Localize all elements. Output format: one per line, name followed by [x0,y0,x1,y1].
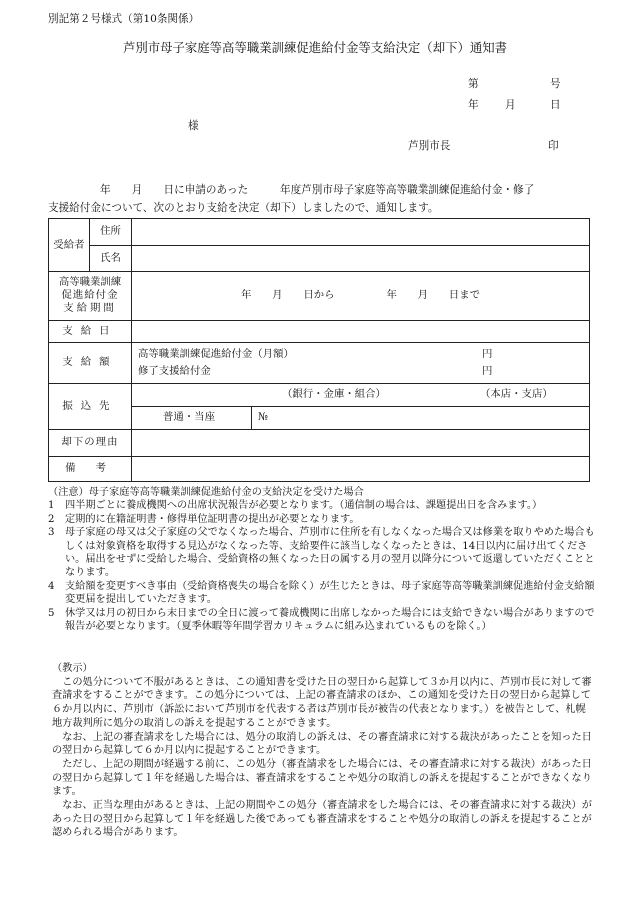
note-number: 4 [48,580,55,592]
notes-heading: （注意）母子家庭等高等職業訓練促進給付金の支給決定を受けた場合 [48,487,364,498]
date-day: 日 [550,99,561,111]
name-field[interactable] [132,245,590,272]
date-year: 年 [468,99,479,111]
remarks-field[interactable] [132,456,590,481]
payment-period-label [49,272,132,321]
address-field[interactable] [132,219,590,246]
address-label: 住所 [90,219,132,246]
amount-row-monthly [132,346,589,363]
account-number-field[interactable] [252,406,590,429]
transfer-label: 振込先 [49,383,132,429]
appeal-paragraph: なお、正当な理由があるときは、上記の期間やこの処分（審査請求をした場合には、その審査請求に対する裁決）があった日の翌日から起算して１年を経過した後であっても審査請求をすることや処分の取消しの訴えを提起することが認められる場合があります。 [52,800,592,839]
form-number: 別記第２号様式（第10条関係） [48,13,200,25]
payment-period-label-1: 高等職業訓練 [58,276,122,289]
reject-reason-field[interactable] [132,430,590,457]
appeal-instructions [52,662,592,840]
number-prefix: 第 [468,78,479,90]
account-type-field[interactable] [132,406,252,429]
note-text: 母子家庭の母又は父子家庭の父でなくなった場合、芦別市に住所を有しなくなった場合又は修業を取りやめた場合もしくは対象資格を取得する見込がなくなった等、支給要件に該当しなくなったときは、14日以内に届け出てください。届出をせずに受給した場合、受給資格の無くなった日の属する月の翌月以降分について返還していただくこととなります。 [65,527,595,579]
note-number: 1 [48,500,55,512]
intro-line-2: 支援給付金について、次のとおり支給を決定（却下）しましたので、通知します。 [48,202,439,214]
amount-item-monthly: 高等職業訓練促進給付金（月額） [138,347,294,360]
yen-unit: 円 [482,347,493,360]
payment-amount-field[interactable] [132,342,590,383]
intro-line-1: 年 月 日に申請のあった 年度芦別市母子家庭等高等職業訓練促進給付金・修了 [100,184,535,196]
note-number: 5 [48,607,55,619]
payment-date-label: 支給日 [49,320,132,342]
notes-section [48,486,596,633]
bank-field[interactable] [132,383,590,406]
document-title: 芦別市母子家庭等高等職業訓練促進給付金等支給決定（却下）通知書 [122,40,508,55]
number-suffix: 号 [550,78,561,90]
name-label: 氏名 [90,245,132,272]
amount-row-completion [132,363,589,380]
seal-mark: 印 [548,140,559,152]
note-text: 定期的に在籍証明書・修得単位証明書の提出が必要となります。 [65,513,360,525]
payment-period-label-2: 促進給付金 [61,289,119,302]
note-item [48,526,596,580]
payment-period-label-3: 支給期間 [63,302,117,315]
note-text: 四半期ごとに養成機関への出席状況報告が必要となります。（通信制の場合は、課題提出日を含みます。） [65,500,543,512]
payment-amount-label: 支給額 [49,342,132,383]
appeal-heading: （教示） [52,663,93,674]
payment-period-value[interactable]: 年 月 日から 年 月 日まで [132,272,590,321]
yen-unit: 円 [482,364,493,377]
note-text: 支給額を変更すべき事由（受給資格喪失の場合を除く）が生じたときは、母子家庭等高等職業訓練促進給付金支給額変更届を提出していただきます。 [65,580,595,606]
note-number: 3 [48,527,55,539]
note-number: 2 [48,513,55,525]
bank-types: （銀行・金庫・組合） [282,387,386,400]
note-item [48,499,596,512]
appeal-paragraph: この処分について不服があるときは、この通知書を受けた日の翌日から起算して３か月以内に、芦別市長に対して審査請求をすることができます。この処分については、上記の審査請求のほか、この通知を受けた日の翌日から起算して６か月以内に、芦別市（訴訟において芦別市を代表する者は芦別市長が被告の代表となります。）を被告として、札幌地方裁判所に処分の取消しの訴えを提起することができます。 [52,676,592,729]
account-number-label: № [258,411,268,424]
payment-date-field[interactable] [132,320,590,342]
note-item [48,580,596,607]
issuer: 芦別市長 [408,140,451,152]
appeal-paragraph: ただし、上記の期間が経過する前に、この処分（審査請求をした場合には、その審査請求に対する裁決）があった日の翌日から起算して１年を経過した場合は、審査請求をすることや処分の取消しの訴えを提起することができなくなります。 [52,758,592,798]
reject-reason-label: 却下の理由 [49,430,132,457]
appeal-paragraph: なお、上記の審査請求をした場合には、処分の取消しの訴えは、その審査請求に対する裁決があったことを知った日の翌日から起算して６か月以内に提起することができます。 [52,731,592,757]
intro-text [48,181,588,217]
amount-item-completion: 修了支援給付金 [138,364,211,377]
note-item [48,607,596,634]
decision-table [48,218,590,482]
addressee-suffix: 様 [188,120,199,132]
note-text: 休学又は月の初日から末日までの全日に渡って養成機関に出席しなかった場合には支給できない場合がありますので報告が必要となります。（夏季休暇等年間学習カリキュラムに組み込まれているものを除く。） [65,607,595,633]
recipient-label: 受給者 [49,219,90,272]
note-item [48,513,596,526]
date-month: 月 [505,99,516,111]
branch-types: （本店・支店） [480,387,553,400]
account-types: 普通・当座 [163,411,215,424]
remarks-label: 備考 [49,456,132,481]
